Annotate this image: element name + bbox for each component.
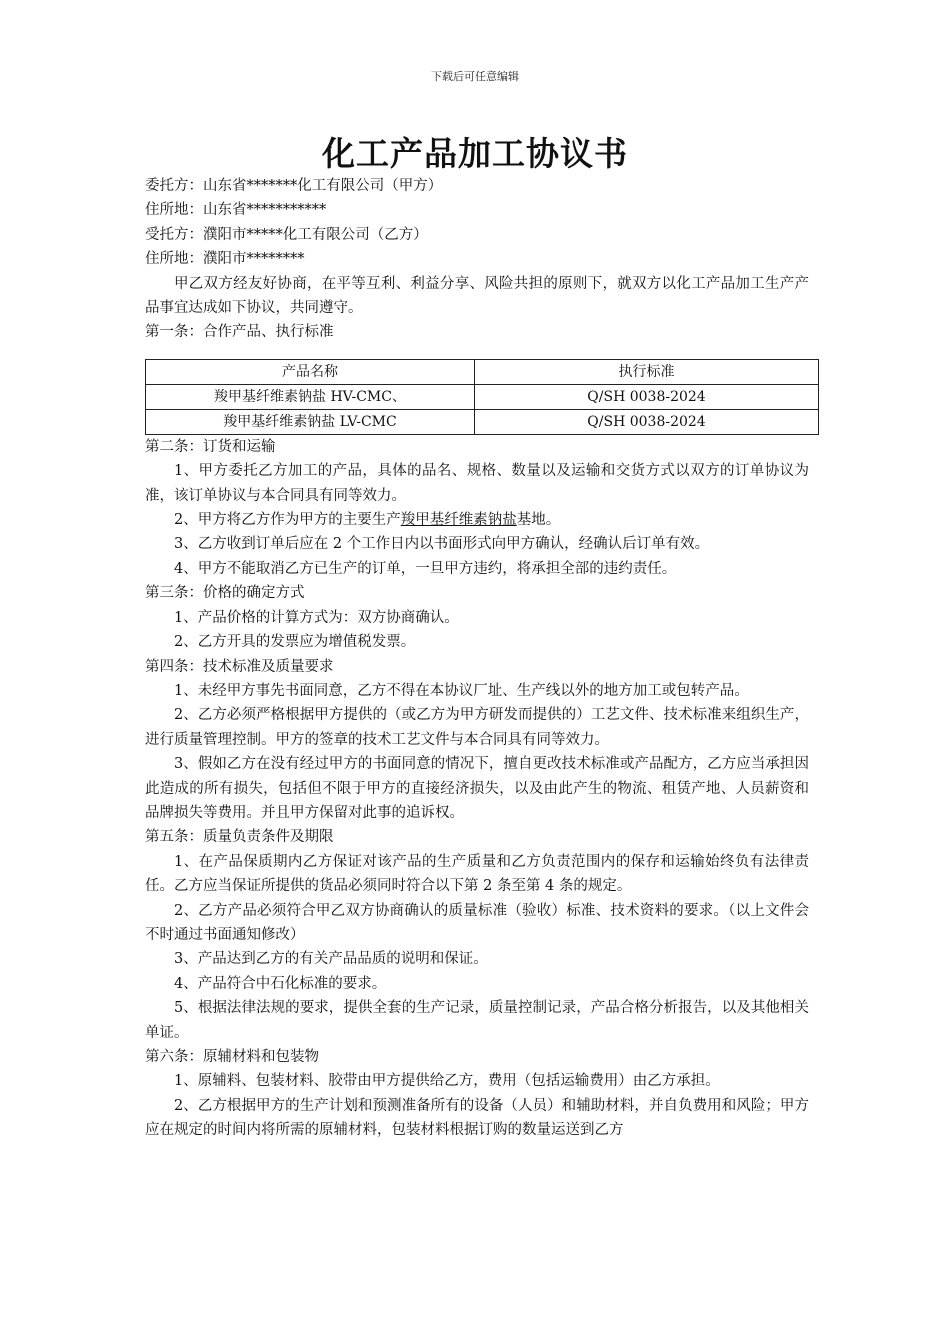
article-5-heading: 第五条：质量负责条件及期限 — [145, 829, 334, 846]
document-title: 化工产品加工协议书 — [322, 134, 628, 173]
clause-2-product-underlined: 羧甲基纤维素钠盐 — [400, 512, 517, 529]
contractor-address-line: 住所地：濮阳市******** — [145, 251, 305, 268]
table-spacer — [145, 345, 809, 359]
contractor-party-line: 受托方：濮阳市*****化工有限公司（乙方） — [145, 226, 428, 243]
article-4-clause-2: 2、乙方必须严格根据甲方提供的（或乙方为甲方研发而提供的）工艺文件、技术标准来组织生产，进行质量管理控制。甲方的签章的技术工艺文件与本合同具有同等效力。 — [145, 707, 809, 748]
table-header-product: 产品名称 — [146, 359, 475, 384]
article-5-clause-4: 4、产品符合中石化标准的要求。 — [174, 975, 387, 992]
article-2-clause-1: 1、甲方委托乙方加工的产品，具体的品名、规格、数量以及运输和交货方式以双方的订单协议为准，该订单协议与本合同具有同等效力。 — [145, 463, 809, 504]
article-2-heading: 第二条：订货和运输 — [145, 438, 276, 455]
table-header-row — [146, 359, 819, 384]
article-3-heading: 第三条：价格的确定方式 — [145, 585, 305, 602]
table-cell-standard: Q/SH 0038-2024 — [475, 384, 819, 409]
document-body — [145, 174, 809, 1143]
article-3-clause-2: 2、乙方开具的发票应为增值税发票。 — [174, 634, 416, 651]
article-2-clause-2 — [145, 508, 809, 532]
table-row — [146, 409, 819, 434]
clause-2-text-end: 基地。 — [516, 512, 561, 529]
article-2-clause-4: 4、甲方不能取消乙方已生产的订单，一旦甲方违约，将承担全部的违约责任。 — [174, 560, 677, 577]
clause-2-text-start: 2、甲方将乙方作为甲方的主要生产 — [174, 512, 401, 529]
client-party-line: 委托方：山东省*******化工有限公司（甲方） — [145, 178, 443, 194]
article-4-heading: 第四条：技术标准及质量要求 — [145, 658, 334, 675]
article-5-clause-1: 1、在产品保质期内乙方保证对该产品的生产质量和乙方负责范围内的保存和运输始终负有法律责任。乙方应当保证所提供的货品必须同时符合以下第 2 条至第 4 条的规定。 — [145, 853, 809, 895]
article-6-heading: 第六条：原辅材料和包装物 — [145, 1049, 319, 1065]
product-standard-table — [145, 359, 819, 435]
article-4-clause-3: 3、假如乙方在没有经过甲方的书面同意的情况下，擅自更改技术标准或产品配方，乙方应当承担因此造成的所有损失，包括但不限于甲方的直接经济损失，以及由此产生的物流、租赁产地、人员薪资和品牌损失等费用。并且甲方保留对此事的追诉权。 — [145, 756, 809, 821]
table-cell-standard: Q/SH 0038-2024 — [475, 409, 819, 434]
article-2-clause-3: 3、乙方收到订单后应在 2 个工作日内以书面形式向甲方确认，经确认后订单有效。 — [174, 536, 710, 553]
article-5-clause-5: 5、根据法律法规的要求，提供全套的生产记录，质量控制记录，产品合格分析报告，以及其他相关单证。 — [145, 1000, 809, 1041]
article-3-clause-1: 1、产品价格的计算方式为：双方协商确认。 — [174, 609, 459, 626]
article-5-clause-3: 3、产品达到乙方的有关产品品质的说明和保证。 — [174, 951, 488, 968]
article-5-clause-2: 2、乙方产品必须符合甲乙双方协商确认的质量标准（验收）标准、技术资料的要求。（以上文件会不时通过书面通知修改） — [145, 902, 809, 943]
table-row — [146, 384, 819, 409]
article-1-heading: 第一条：合作产品、执行标准 — [145, 324, 334, 341]
table-header-standard: 执行标准 — [475, 359, 819, 384]
page-header-note: 下载后可任意编辑 — [431, 70, 519, 83]
client-address-line: 住所地：山东省*********** — [145, 202, 327, 219]
article-6-clause-1: 1、原辅料、包装材料、胶带由甲方提供给乙方，费用（包括运输费用）由乙方承担。 — [174, 1073, 720, 1090]
article-4-clause-1: 1、未经甲方事先书面同意，乙方不得在本协议厂址、生产线以外的地方加工或包转产品。 — [174, 682, 749, 699]
article-6-clause-2: 2、乙方根据甲方的生产计划和预测准备所有的设备（人员）和辅助材料，并自负费用和风险；甲方应在规定的时间内将所需的原辅材料，包装材料根据订购的数量运送到乙方 — [145, 1097, 809, 1139]
table-cell-product: 羧甲基纤维素钠盐 LV-CMC — [146, 409, 475, 434]
table-cell-product: 羧甲基纤维素钠盐 HV-CMC、 — [146, 384, 475, 409]
intro-paragraph: 甲乙双方经友好协商，在平等互利、利益分享、风险共担的原则下，就双方以化工产品加工生产产品事宜达成如下协议，共同遵守。 — [145, 275, 809, 317]
